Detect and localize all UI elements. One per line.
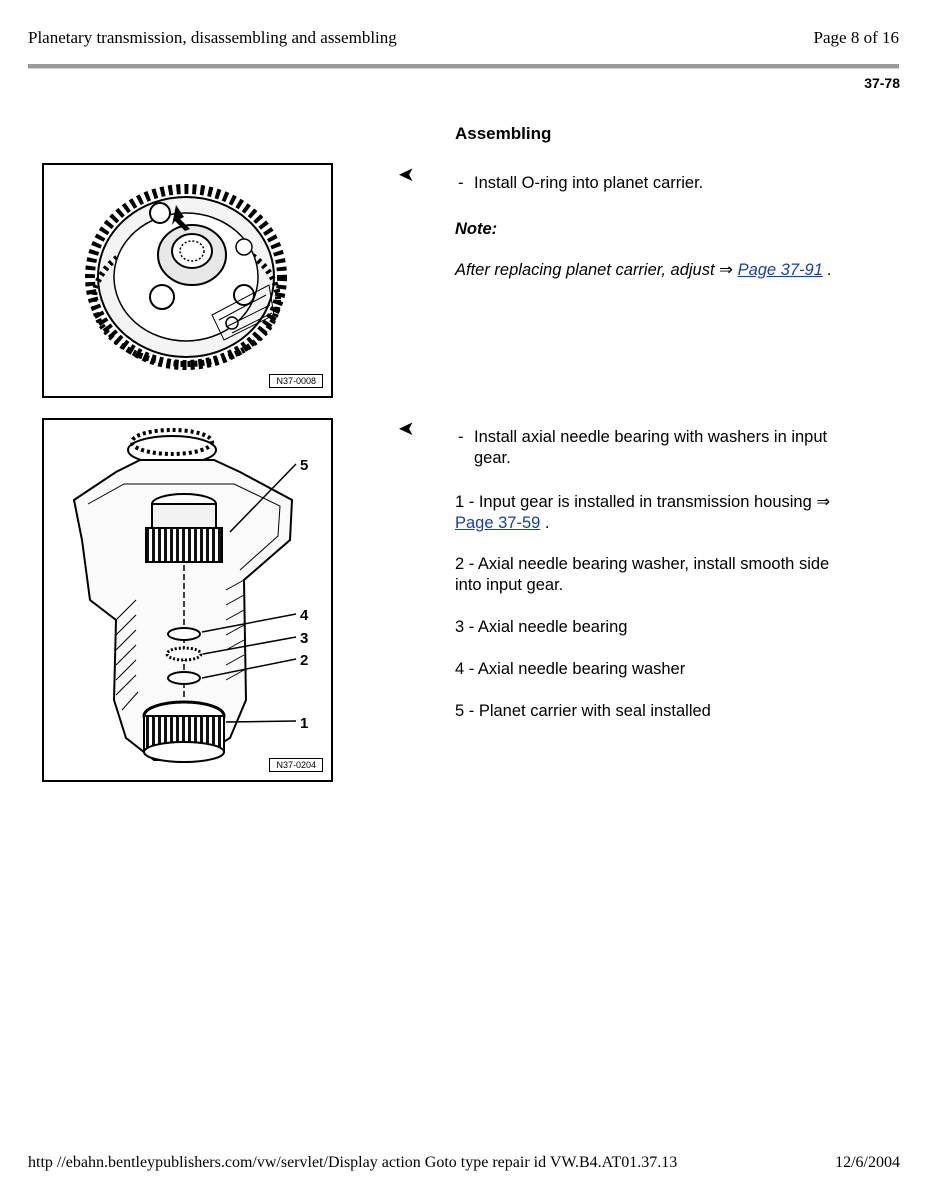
figure-transmission-housing: [42, 418, 333, 782]
page-indicator: Page 8 of 16: [813, 28, 899, 47]
page-37-59-link[interactable]: Page 37-59: [455, 514, 541, 532]
item-5: 5 - Planet carrier with seal installed: [455, 702, 711, 720]
callout-4: 4: [300, 607, 309, 624]
figure-label: N37-0204: [269, 758, 323, 772]
item-4: 4 - Axial needle bearing washer: [455, 660, 686, 678]
callout-3: 3: [300, 630, 309, 647]
step-dash: -: [458, 428, 464, 446]
note-end: .: [827, 261, 833, 279]
item-1-link-line: [455, 513, 550, 534]
step-text-line2: gear.: [474, 449, 511, 467]
note-label: Note:: [455, 220, 498, 238]
note-text: [455, 260, 832, 281]
section-heading: Assembling: [455, 124, 552, 143]
item-2-line1: 2 - Axial needle bearing washer, install smooth side: [455, 555, 830, 573]
page-footer: [28, 1154, 900, 1172]
footer-url: http //ebahn.bentleypublishers.com/vw/servlet/Display action Goto type repair id VW.B4.AT01.37.13: [28, 1154, 678, 1171]
note-body: After replacing planet carrier, adjust ⇒: [455, 261, 733, 279]
transmission-housing-illustration: [44, 420, 331, 780]
item-3: 3 - Axial needle bearing: [455, 618, 628, 636]
figure-label: N37-0008: [269, 374, 323, 388]
figure-planet-carrier: [42, 163, 333, 398]
item-1-end: .: [544, 514, 550, 532]
pointer-arrow-icon: ➤: [398, 164, 415, 186]
callout-1: 1: [300, 715, 309, 732]
item-2-line2: into input gear.: [455, 576, 564, 594]
item-1-text: 1 - Input gear is installed in transmission housing ⇒: [455, 493, 831, 511]
planet-carrier-illustration: [44, 165, 331, 396]
footer-date: 12/6/2004: [835, 1154, 900, 1171]
callout-2: 2: [300, 652, 309, 669]
callout-5: 5: [300, 457, 309, 474]
step-text: Install O-ring into planet carrier.: [474, 174, 704, 192]
header-divider: [28, 64, 899, 69]
pointer-arrow-icon: ➤: [398, 418, 415, 440]
section-number: 37-78: [864, 75, 900, 91]
step-text-line1: Install axial needle bearing with washers in input: [474, 428, 828, 446]
step-dash: -: [458, 174, 464, 192]
document-title: Planetary transmission, disassembling and assembling: [28, 28, 397, 47]
page-37-91-link[interactable]: Page 37-91: [737, 261, 823, 279]
